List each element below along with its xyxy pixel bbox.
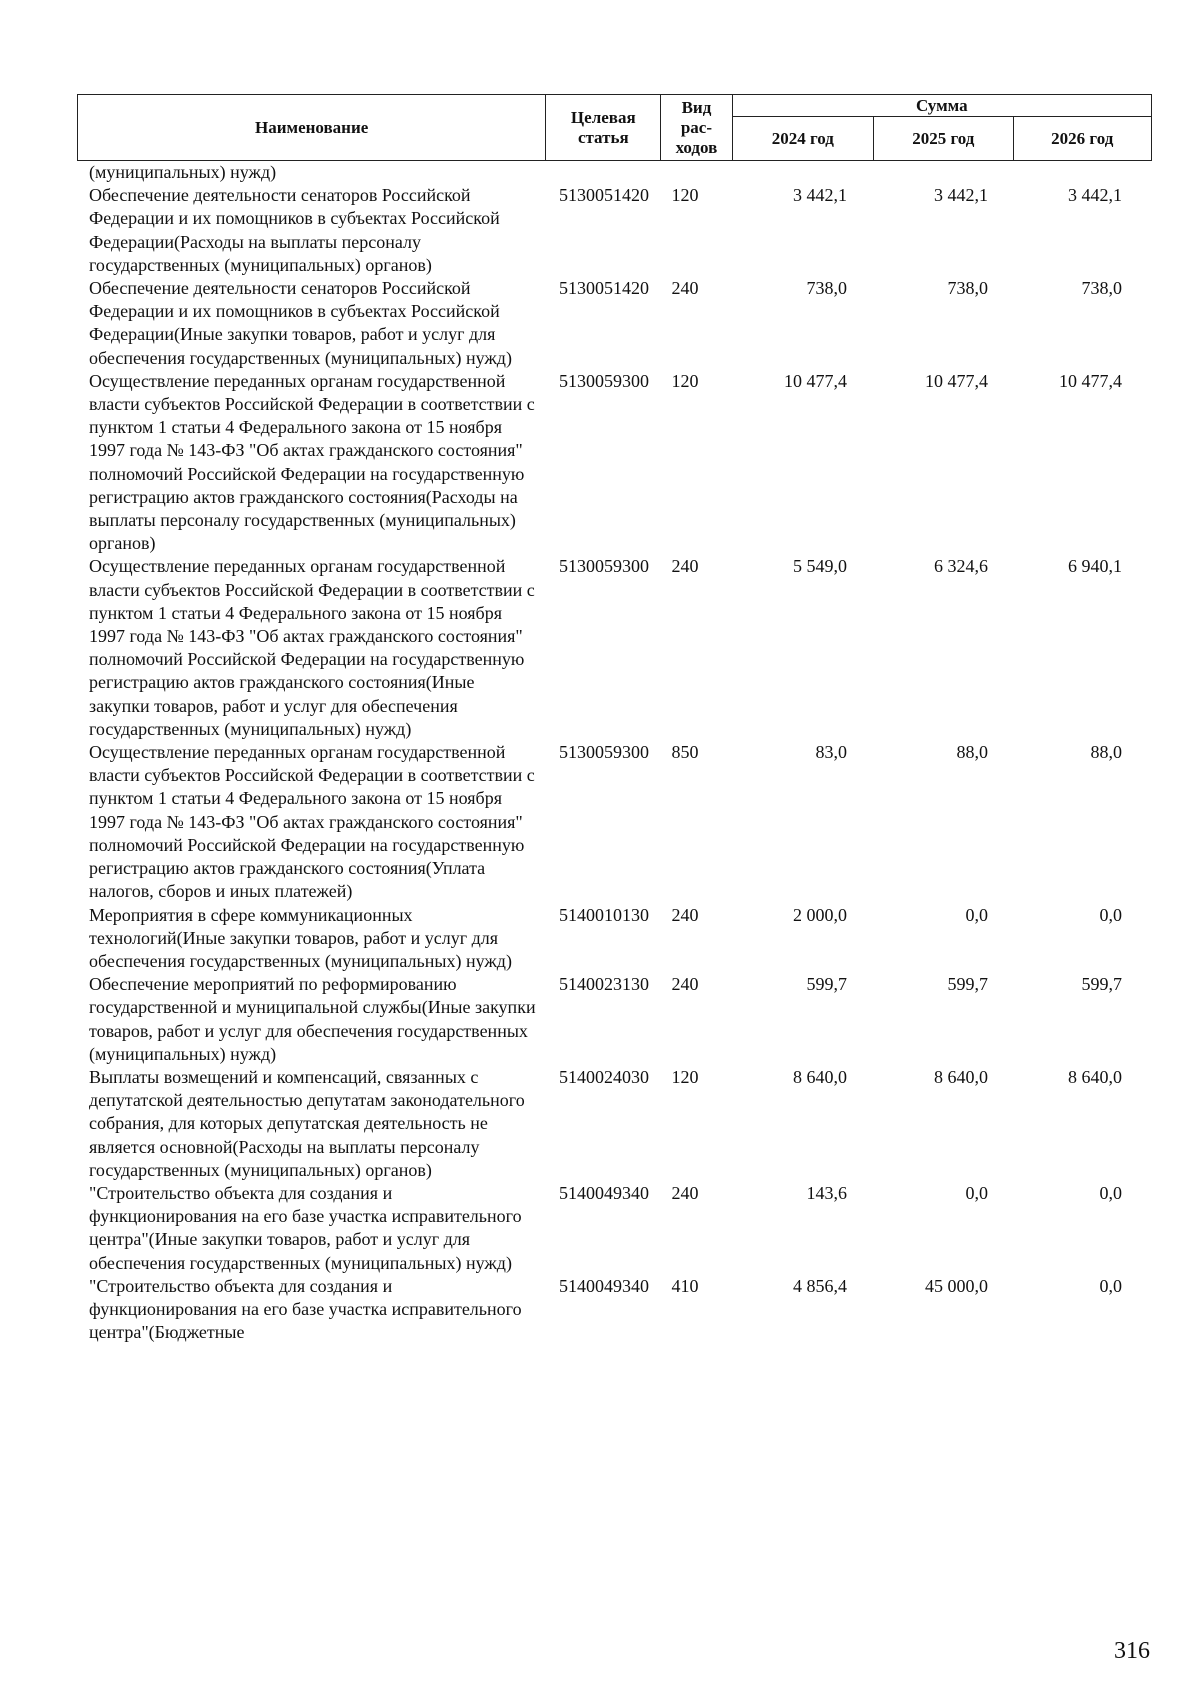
page-number: 316 — [1114, 1638, 1150, 1664]
row-name: Обеспечение деятельности сенаторов Российской Федерации и их помощников в субъектах Российской Федерации(Иные закупки товаров, работ и услуг для обеспечения государственных (муниципальных) нужд) — [89, 278, 512, 368]
row-code: 5130059300 — [559, 370, 649, 391]
row-2025: 599,7 — [947, 974, 988, 995]
row-code — [537, 161, 650, 184]
row-2025: 0,0 — [965, 1182, 988, 1203]
row-2024: 83,0 — [815, 742, 847, 763]
row-name: "Строительство объекта для создания и функционирования на его базе участка исправительного центра"(Бюджетные — [89, 1275, 522, 1343]
row-2024 — [720, 161, 859, 184]
row-name: Осуществление переданных органам государственной власти субъектов Российской Федерации в соответствии с пунктом 1 статьи 4 Федерального закона от 15 ноября 1997 года № 143-ФЗ "Об актах гражданского состояния" полномочий Российской Федерации на государственную регистрацию актов гражданского состояния(Уплата налогов, сборов и иных платежей) — [89, 742, 535, 902]
row-vid: 120 — [671, 1066, 699, 1087]
row-2025: 8 640,0 — [934, 1066, 988, 1087]
row-2024: 5 549,0 — [793, 556, 847, 577]
table-row — [77, 184, 1152, 277]
table-row — [77, 741, 1152, 903]
row-name: Осуществление переданных органам государственной власти субъектов Российской Федерации в соответствии с пунктом 1 статьи 4 Федерального закона от 15 ноября 1997 года № 143-ФЗ "Об актах гражданского состояния" полномочий Российской Федерации на государственную регистрацию актов гражданского состояния(Иные закупки товаров, работ и услуг для обеспечения государственных (муниципальных) нужд) — [89, 556, 535, 739]
row-2026: 3 442,1 — [1068, 185, 1122, 206]
row-vid: 240 — [671, 556, 699, 577]
row-2026: 599,7 — [1081, 974, 1122, 995]
table-row — [77, 1275, 1152, 1345]
row-code: 5130051420 — [559, 185, 649, 206]
table-row — [77, 277, 1152, 370]
table-body — [77, 161, 1152, 1344]
row-code: 5140049340 — [559, 1182, 649, 1203]
row-code: 5130051420 — [559, 278, 649, 299]
header-year-2025: 2025 год — [874, 117, 1013, 161]
row-2026: 6 940,1 — [1068, 556, 1122, 577]
row-2024: 2 000,0 — [793, 904, 847, 925]
row-2026: 738,0 — [1081, 278, 1122, 299]
row-name: Осуществление переданных органам государственной власти субъектов Российской Федерации в соответствии с пунктом 1 статьи 4 Федерального закона от 15 ноября 1997 года № 143-ФЗ "Об актах гражданского состояния" полномочий Российской Федерации на государственную регистрацию актов гражданского состояния(Расходы на выплаты персоналу государственных (муниципальных) органов) — [89, 370, 535, 554]
table-row — [77, 555, 1152, 741]
row-vid: 120 — [671, 185, 699, 206]
row-2025: 10 477,4 — [925, 370, 988, 391]
row-2024: 599,7 — [806, 974, 847, 995]
header-vid: Вид рас-ходов — [661, 95, 732, 161]
table-row — [77, 370, 1152, 556]
row-2025: 738,0 — [947, 278, 988, 299]
row-2026: 10 477,4 — [1059, 370, 1122, 391]
row-2025: 0,0 — [965, 904, 988, 925]
row-code: 5140023130 — [559, 974, 649, 995]
row-2026: 88,0 — [1090, 742, 1122, 763]
table-row — [77, 1066, 1152, 1182]
row-vid: 240 — [671, 974, 699, 995]
header-year-2024: 2024 год — [732, 117, 874, 161]
row-name: Обеспечение мероприятий по реформированию государственной и муниципальной службы(Иные закупки товаров, работ и услуг для обеспечения государственных (муниципальных) нужд) — [89, 974, 536, 1064]
row-2026 — [996, 161, 1132, 184]
row-vid — [650, 161, 720, 184]
row-2026: 0,0 — [1099, 1275, 1122, 1296]
row-code: 5140024030 — [559, 1066, 649, 1087]
row-2026: 0,0 — [1099, 1182, 1122, 1203]
row-vid: 850 — [671, 742, 699, 763]
row-2025: 88,0 — [956, 742, 988, 763]
row-2024: 143,6 — [806, 1182, 847, 1203]
row-2024: 4 856,4 — [793, 1275, 847, 1296]
row-code: 5140010130 — [559, 904, 649, 925]
header-sum: Сумма — [732, 95, 1151, 117]
row-name: Мероприятия в сфере коммуникационных технологий(Иные закупки товаров, работ и услуг для обеспечения государственных (муниципальных) нужд) — [89, 904, 512, 971]
row-2025: 6 324,6 — [934, 556, 988, 577]
row-vid: 240 — [671, 1182, 699, 1203]
header-code: Целевая статья — [546, 95, 661, 161]
row-2024: 10 477,4 — [784, 370, 847, 391]
budget-table — [77, 94, 1152, 1344]
table-row — [77, 904, 1152, 974]
row-2026: 8 640,0 — [1068, 1066, 1122, 1087]
row-2026: 0,0 — [1099, 904, 1122, 925]
row-name: Выплаты возмещений и компенсаций, связанных с депутатской деятельностью депутатам законодательного собрания, для которых депутатская деятельность не является основной(Расходы на выплаты персоналу государственных (муниципальных) органов) — [89, 1066, 525, 1180]
table-row — [77, 161, 1152, 184]
row-2025: 3 442,1 — [934, 185, 988, 206]
row-vid: 120 — [671, 370, 699, 391]
row-code: 5140049340 — [559, 1275, 649, 1296]
row-name: Обеспечение деятельности сенаторов Российской Федерации и их помощников в субъектах Российской Федерации(Расходы на выплаты персоналу государственных (муниципальных) органов) — [89, 185, 500, 275]
table-header — [77, 94, 1152, 161]
row-vid: 410 — [671, 1275, 699, 1296]
row-2024: 8 640,0 — [793, 1066, 847, 1087]
row-code: 5130059300 — [559, 556, 649, 577]
header-year-2026: 2026 год — [1013, 117, 1151, 161]
table-row — [77, 1182, 1152, 1275]
row-2024: 3 442,1 — [793, 185, 847, 206]
row-2025 — [859, 161, 996, 184]
row-name: (муниципальных) нужд) — [89, 162, 277, 182]
table-row — [77, 973, 1152, 1066]
row-2025: 45 000,0 — [925, 1275, 988, 1296]
row-name: "Строительство объекта для создания и функционирования на его базе участка исправительного центра"(Иные закупки товаров, работ и услуг для обеспечения государственных (муниципальных) нужд) — [89, 1182, 522, 1273]
row-vid: 240 — [671, 904, 699, 925]
row-code: 5130059300 — [559, 742, 649, 763]
header-name: Наименование — [78, 95, 546, 161]
row-2024: 738,0 — [806, 278, 847, 299]
row-vid: 240 — [671, 278, 699, 299]
